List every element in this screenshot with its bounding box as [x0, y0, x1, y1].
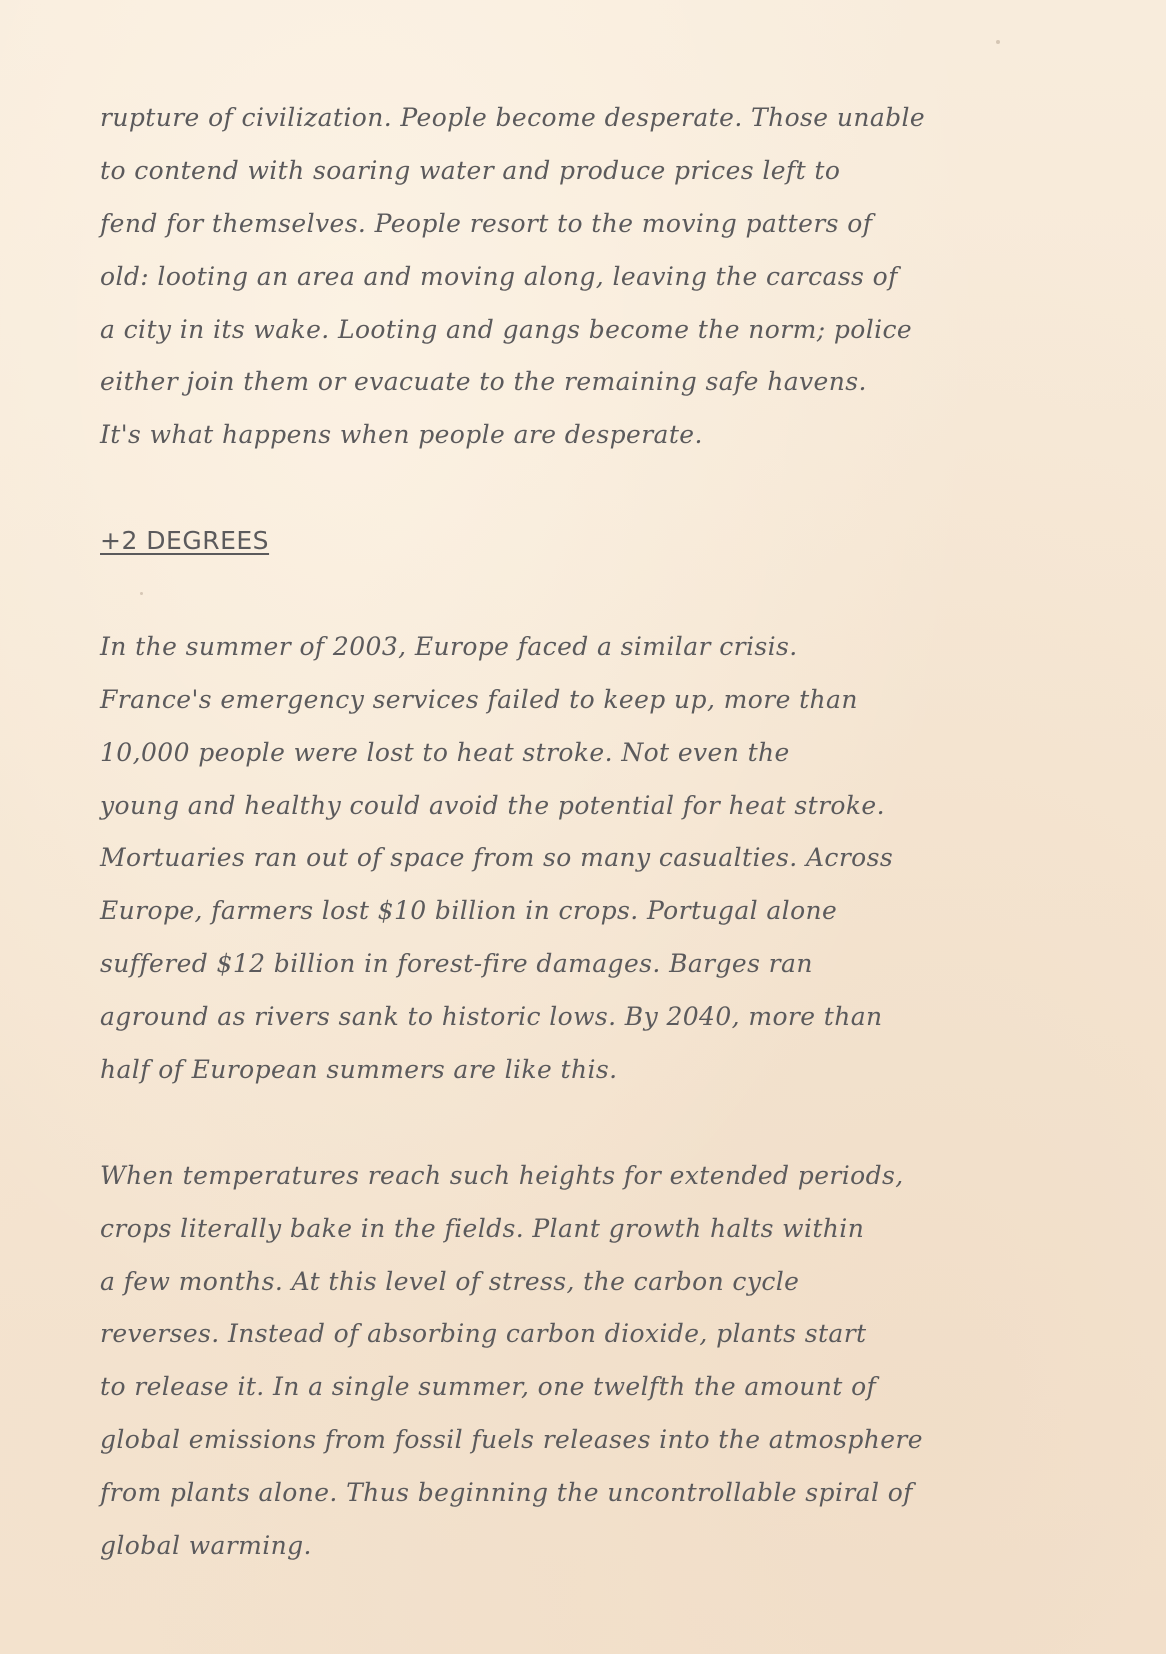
- text-line: When temperatures reach such heights for extended periods,: [100, 1160, 904, 1190]
- text-line: Europe, farmers lost $10 billion in crops. Portugal alone: [100, 896, 838, 926]
- text-line: In the summer of 2003, Europe faced a similar crisis.: [100, 631, 798, 661]
- paragraph-2: [100, 621, 1080, 1097]
- text-line: old: looting an area and moving along, leaving the carcass of: [100, 261, 898, 291]
- paragraph-gap: [100, 462, 1080, 515]
- text-line: suffered $12 billion in forest-fire damages. Barges ran: [100, 949, 813, 979]
- paragraph-1: [100, 92, 1080, 462]
- text-line: a city in its wake. Looting and gangs become the norm; police: [100, 314, 913, 344]
- paragraph-gap: [100, 568, 1080, 621]
- text-line: global emissions from fossil fuels releases into the atmosphere: [100, 1425, 923, 1455]
- text-line: to release it. In a single summer, one twelfth the amount of: [100, 1372, 877, 1402]
- text-line: reverses. Instead of absorbing carbon dioxide, plants start: [100, 1319, 867, 1349]
- text-line: a few months. At this level of stress, the carbon cycle: [100, 1266, 800, 1296]
- text-line: aground as rivers sank to historic lows. By 2040, more than: [100, 1002, 883, 1032]
- paragraph-3: [100, 1150, 1080, 1573]
- text-line: to contend with soaring water and produce prices left to: [100, 155, 841, 185]
- text-line: fend for themselves. People resort to the moving patters of: [100, 208, 873, 238]
- text-line: either join them or evacuate to the remaining safe havens.: [100, 367, 867, 397]
- text-line: crops literally bake in the fields. Plant growth halts within: [100, 1213, 865, 1243]
- text-line: It's what happens when people are desperate.: [100, 420, 703, 450]
- section-heading: +2 DEGREES: [100, 526, 270, 556]
- text-line: France's emergency services failed to keep up, more than: [100, 684, 858, 714]
- text-line: 10,000 people were lost to heat stroke. Not even the: [100, 737, 790, 767]
- text-line: Mortuaries ran out of space from so many casualties. Across: [100, 843, 894, 873]
- document-body: [100, 92, 1080, 1573]
- text-line: global warming.: [100, 1531, 312, 1561]
- paper-speck: [996, 40, 1000, 44]
- text-line: young and healthy could avoid the potential for heat stroke.: [100, 790, 885, 820]
- paragraph-gap: [100, 1097, 1080, 1150]
- text-line: half of European summers are like this.: [100, 1055, 618, 1085]
- text-line: rupture of civilization. People become desperate. Those unable: [100, 103, 926, 132]
- text-line: from plants alone. Thus beginning the uncontrollable spiral of: [100, 1478, 913, 1508]
